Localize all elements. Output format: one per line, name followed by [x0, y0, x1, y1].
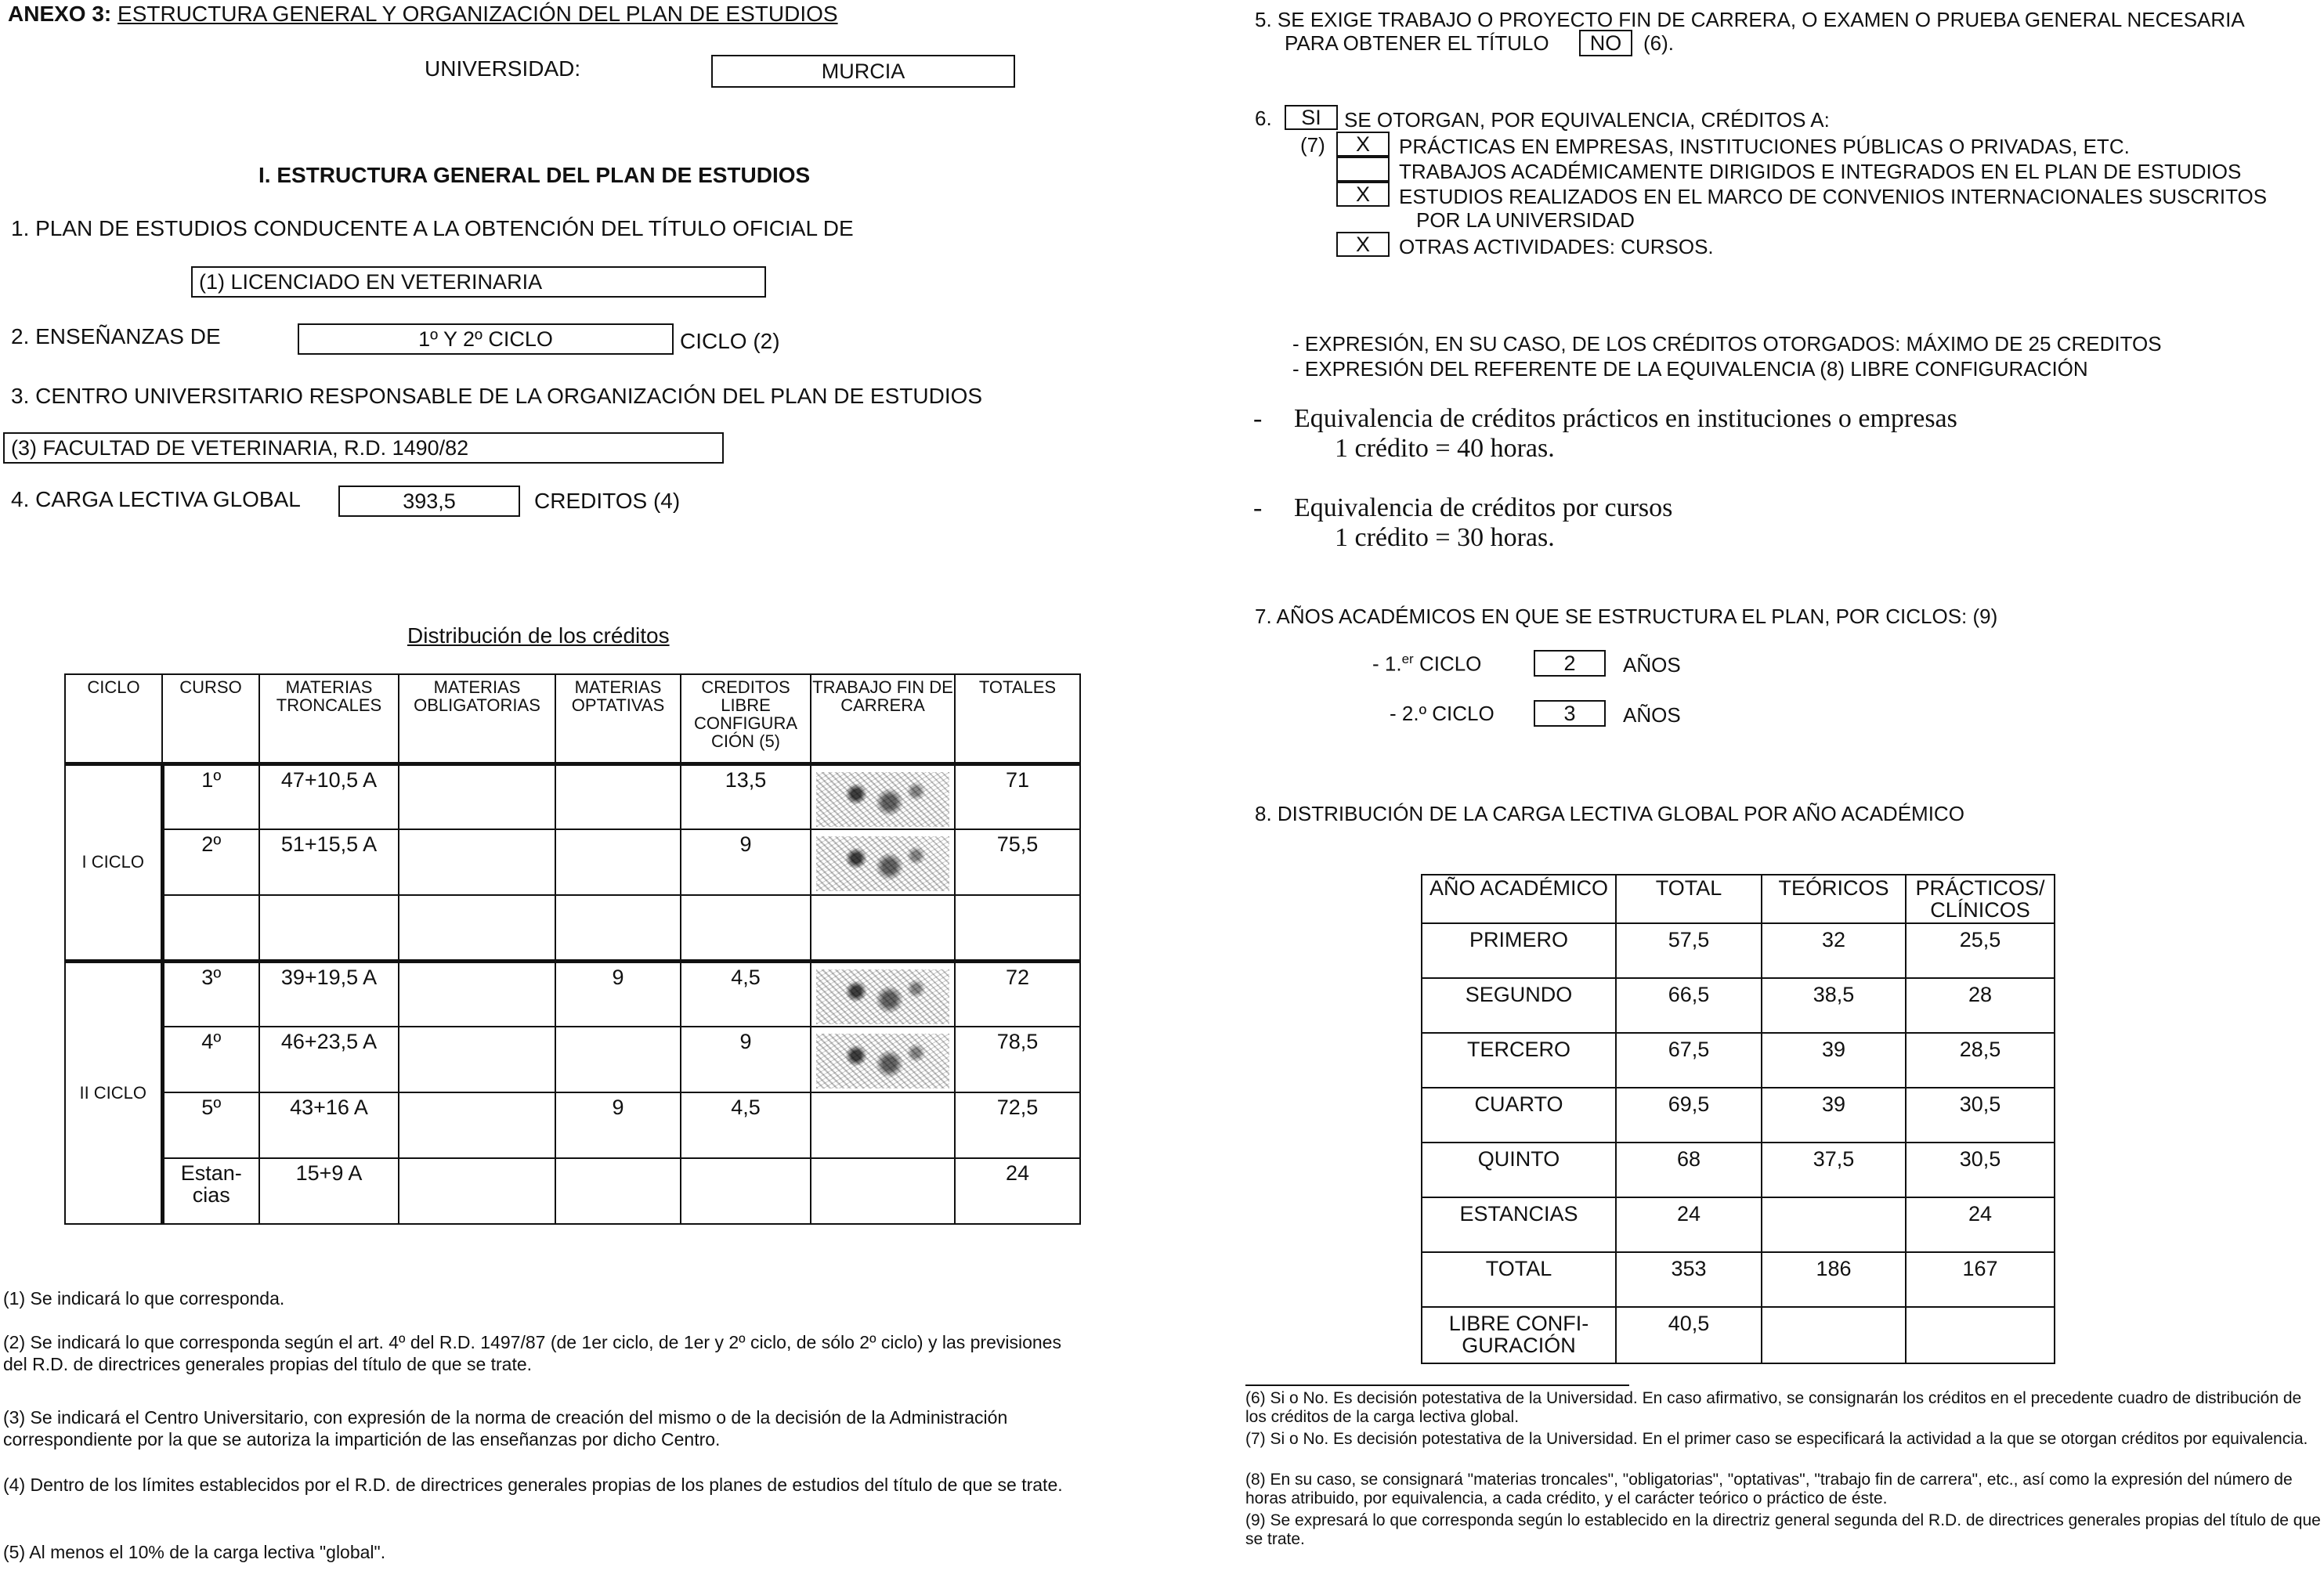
libre-cell: 9: [681, 829, 811, 895]
annex-title: ESTRUCTURA GENERAL Y ORGANIZACIÓN DEL PLAN DE ESTUDIOS: [117, 2, 838, 26]
footnote-1: (1) Se indicará lo que corresponda.: [3, 1288, 285, 1309]
option-checkbox-1[interactable]: X: [1336, 132, 1390, 157]
ano-cell: ESTANCIAS: [1422, 1197, 1616, 1252]
optativas-cell: [555, 1027, 681, 1092]
item2-label: 2. ENSEÑANZAS DE: [11, 324, 221, 348]
header-ciclo: CICLO: [65, 674, 162, 764]
option-label-3: ESTUDIOS REALIZADOS EN EL MARCO DE CONVENIOS INTERNACIONALES SUSCRITOS: [1399, 185, 2268, 208]
footnote-6: (6) Si o No. Es decisión potestativa de la Universidad. En caso afirmativo, se consignarán los créditos en el precedente cuadro de distribución de los créditos de la carga lectiva global.: [1245, 1389, 2302, 1426]
item8-text: 8. DISTRIBUCIÓN DE LA CARGA LECTIVA GLOBAL POR AÑO ACADÉMICO: [1255, 802, 1964, 825]
table-row: [1422, 1143, 2055, 1197]
ciclo1-anos-field: 2: [1534, 650, 1606, 677]
creditos-equiv-field: SI: [1285, 105, 1338, 130]
curso-cell: 3º: [162, 961, 259, 1027]
trabajo-cell: [811, 764, 955, 829]
item5-suffix: (6).: [1643, 31, 1674, 55]
obligatorias-cell: [399, 829, 555, 895]
total-cell: 68: [1616, 1143, 1762, 1197]
option-label-2: TRABAJOS ACADÉMICAMENTE DIRIGIDOS E INTEGRADOS EN EL PLAN DE ESTUDIOS: [1399, 160, 2242, 183]
table-header-row: [65, 674, 1080, 764]
item1-text: 1. PLAN DE ESTUDIOS CONDUCENTE A LA OBTENCIÓN DEL TÍTULO OFICIAL DE: [11, 216, 854, 240]
table-row: [65, 829, 1080, 895]
total-cell: 67,5: [1616, 1033, 1762, 1088]
footnote-9: (9) Se expresará lo que corresponda según lo establecido en la directriz general segunda del R.D. de directrices generales propias del título de que se trate.: [1245, 1511, 2321, 1548]
header-practicos: PRÁCTICOS/ CLÍNICOS: [1906, 875, 2055, 923]
equiv2-value: 1 crédito = 30 horas.: [1335, 523, 1555, 552]
equiv1-value: 1 crédito = 40 horas.: [1335, 434, 1555, 463]
obligatorias-cell: [399, 1158, 555, 1224]
annex-label: ANEXO 3:: [8, 2, 112, 26]
practicos-cell: 25,5: [1906, 923, 2055, 978]
equiv1-bullet: -: [1253, 404, 1263, 433]
section-title: I. ESTRUCTURA GENERAL DEL PLAN DE ESTUDIOS: [258, 163, 811, 187]
ciclo1-label: [1372, 652, 1481, 677]
curso-cell: 5º: [162, 1092, 259, 1158]
practicos-cell: 30,5: [1906, 1143, 2055, 1197]
teoricos-cell: 32: [1762, 923, 1906, 978]
optativas-cell: [555, 764, 681, 829]
teoricos-cell: 37,5: [1762, 1143, 1906, 1197]
total-cell: 353: [1616, 1252, 1762, 1307]
table-row: [1422, 1088, 2055, 1143]
footnote-3: (3) Se indicará el Centro Universitario, con expresión de la norma de creación del mismo o de la decisión de la Administración correspondiente por la que se autoriza la impartición de las enseñanzas por dicho Centro.: [3, 1407, 1008, 1449]
universidad-label: UNIVERSIDAD:: [425, 56, 581, 81]
troncales-cell: 47+10,5 A: [259, 764, 399, 829]
total-cell: 57,5: [1616, 923, 1762, 978]
ano-cell: PRIMERO: [1422, 923, 1616, 978]
practicos-cell: 30,5: [1906, 1088, 2055, 1143]
item4-label: 4. CARGA LECTIVA GLOBAL: [11, 487, 301, 511]
libre-cell: [681, 1158, 811, 1224]
troncales-cell: 46+23,5 A: [259, 1027, 399, 1092]
practicos-cell: 24: [1906, 1197, 2055, 1252]
scan-noise: [816, 969, 949, 1024]
titulo-field: (1) LICENCIADO EN VETERINARIA: [191, 266, 766, 298]
libre-cell: 13,5: [681, 764, 811, 829]
equiv2-title: Equivalencia de créditos por cursos: [1294, 493, 1673, 522]
trabajo-fin-field: NO: [1579, 30, 1632, 56]
expresion-2: - EXPRESIÓN DEL REFERENTE DE LA EQUIVALENCIA (8) LIBRE CONFIGURACIÓN: [1292, 357, 2088, 381]
obligatorias-cell: [399, 1092, 555, 1158]
total-cell: 71: [955, 764, 1080, 829]
header-trabajo: TRABAJO FIN DE CARRERA: [811, 674, 955, 764]
obligatorias-cell: [399, 961, 555, 1027]
trabajo-cell: [811, 829, 955, 895]
scan-noise: [816, 772, 949, 827]
item7-text: 7. AÑOS ACADÉMICOS EN QUE SE ESTRUCTURA EL PLAN, POR CICLOS: (9): [1255, 605, 1998, 628]
teoricos-cell: 38,5: [1762, 978, 1906, 1033]
equiv2-bullet: -: [1253, 493, 1263, 522]
header-curso: CURSO: [162, 674, 259, 764]
header-optativas: MATERIAS OPTATIVAS: [555, 674, 681, 764]
header-obligatorias: MATERIAS OBLIGATORIAS: [399, 674, 555, 764]
footnote-7: (7) Si o No. Es decisión potestativa de la Universidad. En el primer caso se especificará la actividad a la que se otorgan créditos por equivalencia.: [1245, 1430, 2308, 1448]
curso-cell: 1º: [162, 764, 259, 829]
total-cell: 40,5: [1616, 1307, 1762, 1363]
obligatorias-cell: [399, 1027, 555, 1092]
expresion-1: - EXPRESIÓN, EN SU CASO, DE LOS CRÉDITOS OTORGADOS: MÁXIMO DE 25 CREDITOS: [1292, 332, 2162, 356]
ano-cell: CUARTO: [1422, 1088, 1616, 1143]
footnote-2: (2) Se indicará lo que corresponda según el art. 4º del R.D. 1497/87 (de 1er ciclo, de 1er y 2º ciclo, de sólo 2º ciclo) y las previsiones del R.D. de directrices generales propias del título de que se trate.: [3, 1332, 1061, 1374]
ciclo1-anos-label: AÑOS: [1623, 653, 1681, 677]
centro-field: (3) FACULTAD DE VETERINARIA, R.D. 1490/82: [3, 432, 724, 464]
teoricos-cell: 186: [1762, 1252, 1906, 1307]
carga-field: 393,5: [338, 486, 520, 517]
optativas-cell: [555, 829, 681, 895]
header-libre: CREDITOS LIBRE CONFIGURA CIÓN (5): [681, 674, 811, 764]
teoricos-cell: [1762, 1197, 1906, 1252]
annex-heading: [8, 2, 838, 27]
ciclo1-sup: er: [1401, 652, 1414, 666]
header-total: TOTAL: [1616, 875, 1762, 923]
ciclos-field: 1º Y 2º CICLO: [298, 323, 674, 355]
option-checkbox-2[interactable]: [1336, 157, 1390, 182]
item5-line2: PARA OBTENER EL TÍTULO: [1285, 31, 1549, 55]
practicos-cell: 167: [1906, 1252, 2055, 1307]
item6-ref: (7): [1300, 133, 1325, 157]
item4-suffix: CREDITOS (4): [534, 489, 681, 513]
libre-cell: 4,5: [681, 961, 811, 1027]
table-row: [65, 1158, 1080, 1224]
teoricos-cell: 39: [1762, 1033, 1906, 1088]
curso-cell: 2º: [162, 829, 259, 895]
libre-cell: 9: [681, 1027, 811, 1092]
distribucion-table: [64, 673, 1081, 1225]
total-cell: 66,5: [1616, 978, 1762, 1033]
table-row: [65, 764, 1080, 829]
table-row: [1422, 978, 2055, 1033]
table-row: [1422, 923, 2055, 978]
ano-cell: TOTAL: [1422, 1252, 1616, 1307]
option-label-4: OTRAS ACTIVIDADES: CURSOS.: [1399, 235, 1714, 258]
table-row: [1422, 1307, 2055, 1363]
item2-suffix: CICLO (2): [680, 329, 780, 353]
item5-line1: 5. SE EXIGE TRABAJO O PROYECTO FIN DE CARRERA, O EXAMEN O PRUEBA GENERAL NECESARIA: [1255, 8, 2245, 31]
header-ano: AÑO ACADÉMICO: [1422, 875, 1616, 923]
header-troncales: MATERIAS TRONCALES: [259, 674, 399, 764]
total-cell: 78,5: [955, 1027, 1080, 1092]
table-row: [65, 1092, 1080, 1158]
trabajo-cell: [811, 1027, 955, 1092]
total-cell: 24: [1616, 1197, 1762, 1252]
option-checkbox-3[interactable]: X: [1336, 182, 1390, 207]
troncales-cell: 51+15,5 A: [259, 829, 399, 895]
practicos-cell: 28,5: [1906, 1033, 2055, 1088]
ano-cell: TERCERO: [1422, 1033, 1616, 1088]
teoricos-cell: [1762, 1307, 1906, 1363]
practicos-cell: 28: [1906, 978, 2055, 1033]
ano-cell: LIBRE CONFI-GURACIÓN: [1422, 1307, 1616, 1363]
obligatorias-cell: [399, 764, 555, 829]
header-teoricos: TEÓRICOS: [1762, 875, 1906, 923]
option-label-1: PRÁCTICAS EN EMPRESAS, INSTITUCIONES PÚBLICAS O PRIVADAS, ETC.: [1399, 135, 2130, 158]
ciclo-2-cell: II CICLO: [65, 961, 162, 1224]
trabajo-cell: [811, 1092, 955, 1158]
table-row: [65, 961, 1080, 1027]
total-cell: 72,5: [955, 1092, 1080, 1158]
optativas-cell: 9: [555, 961, 681, 1027]
total-cell: 75,5: [955, 829, 1080, 895]
ciclo1-prefix: - 1.: [1372, 652, 1402, 676]
item6-num: 6.: [1255, 106, 1272, 130]
equiv1-title: Equivalencia de créditos prácticos en instituciones o empresas: [1294, 404, 1957, 433]
curso-cell: 4º: [162, 1027, 259, 1092]
ano-cell: SEGUNDO: [1422, 978, 1616, 1033]
troncales-cell: 43+16 A: [259, 1092, 399, 1158]
ciclo2-anos-label: AÑOS: [1623, 703, 1681, 727]
scan-noise: [816, 1034, 949, 1088]
troncales-cell: 15+9 A: [259, 1158, 399, 1224]
scan-noise: [816, 836, 949, 891]
total-cell: 24: [955, 1158, 1080, 1224]
table-row: [1422, 1033, 2055, 1088]
table-row: [65, 1027, 1080, 1092]
table-row: [1422, 1252, 2055, 1307]
table-header-row: [1422, 875, 2055, 923]
table-row: [1422, 1197, 2055, 1252]
footnote-5: (5) Al menos el 10% de la carga lectiva "global".: [3, 1542, 386, 1562]
universidad-field: MURCIA: [711, 55, 1015, 88]
carga-anual-table: [1421, 874, 2055, 1364]
header-totales: TOTALES: [955, 674, 1080, 764]
teoricos-cell: 39: [1762, 1088, 1906, 1143]
table-row-blank: [65, 895, 1080, 961]
ciclo1-word: CICLO: [1419, 652, 1482, 676]
optativas-cell: 9: [555, 1092, 681, 1158]
optativas-cell: [555, 1158, 681, 1224]
ciclo-1-cell: I CICLO: [65, 764, 162, 961]
footnote-4: (4) Dentro de los límites establecidos por el R.D. de directrices generales propias de los planes de estudios del título de que se trate.: [3, 1475, 1063, 1495]
ano-cell: QUINTO: [1422, 1143, 1616, 1197]
footnote-divider: [1245, 1384, 1629, 1386]
item6-text: SE OTORGAN, POR EQUIVALENCIA, CRÉDITOS A:: [1344, 108, 1830, 132]
dist-title: Distribución de los créditos: [407, 623, 670, 648]
option-label-3-cont: POR LA UNIVERSIDAD: [1416, 208, 1635, 232]
trabajo-cell: [811, 961, 955, 1027]
ciclo2-anos-field: 3: [1534, 700, 1606, 727]
trabajo-cell: [811, 1158, 955, 1224]
ciclo2-label: - 2.º CICLO: [1390, 702, 1495, 725]
troncales-cell: 39+19,5 A: [259, 961, 399, 1027]
practicos-cell: [1906, 1307, 2055, 1363]
option-checkbox-4[interactable]: X: [1336, 232, 1390, 257]
total-cell: 69,5: [1616, 1088, 1762, 1143]
footnote-8: (8) En su caso, se consignará "materias troncales", "obligatorias", "optativas", "trabajo fin de carrera", etc., así como la expresión del número de horas atribuido, por equivalencia, a cada crédito, y el carácter teórico o práctico de éste.: [1245, 1471, 2293, 1507]
total-cell: 72: [955, 961, 1080, 1027]
item3-text: 3. CENTRO UNIVERSITARIO RESPONSABLE DE LA ORGANIZACIÓN DEL PLAN DE ESTUDIOS: [11, 384, 983, 408]
libre-cell: 4,5: [681, 1092, 811, 1158]
curso-cell: Estan-cias: [162, 1158, 259, 1224]
